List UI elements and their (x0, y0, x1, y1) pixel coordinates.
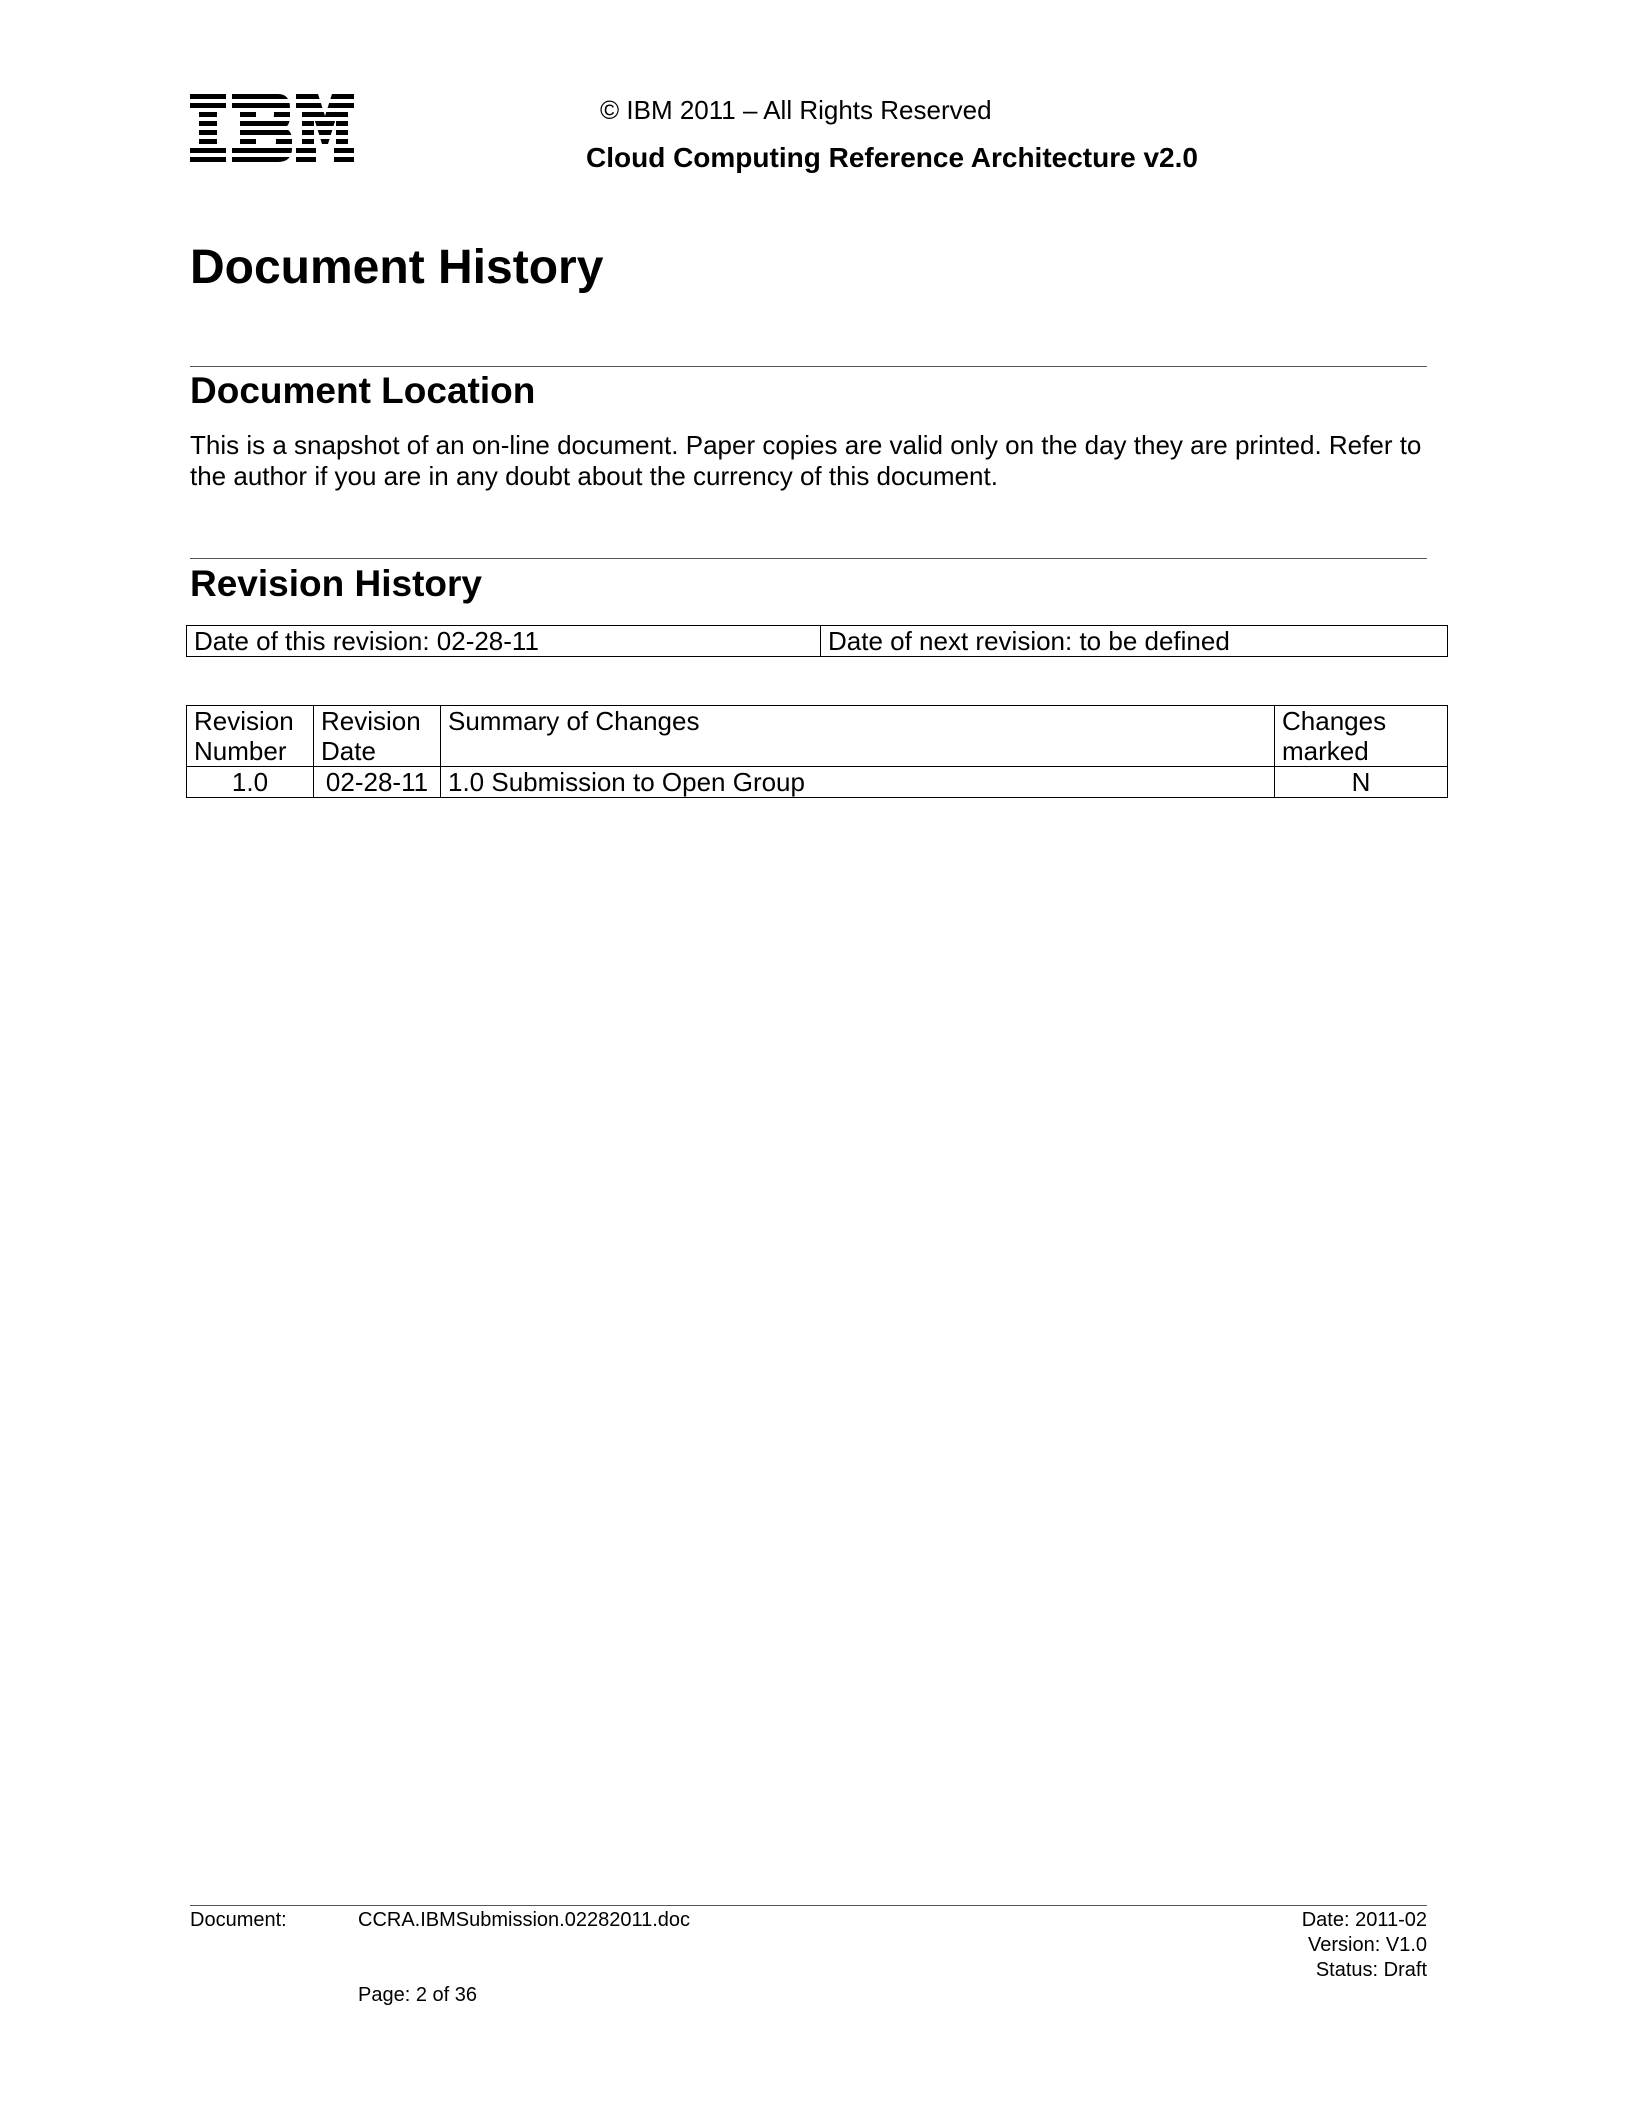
column-header-summary: Summary of Changes (441, 706, 1275, 767)
section-divider (190, 558, 1427, 559)
changes-marked-cell: N (1275, 767, 1448, 798)
location-paragraph: This is a snapshot of an on-line document. Paper copies are valid only on the day they are printed. Refer to the author if you are in any doubt about the currency of this document. (190, 430, 1422, 491)
section-heading-revision: Revision History (190, 563, 482, 604)
summary-cell: 1.0 Submission to Open Group (441, 767, 1275, 798)
date-next-revision: Date of next revision: to be defined (821, 626, 1448, 657)
footer-version: Version: V1.0 (1308, 1934, 1427, 1956)
footer-divider (190, 1905, 1427, 1906)
footer-document-label: Document: (190, 1909, 287, 1931)
footer-date: Date: 2011-02 (1301, 1909, 1427, 1931)
revision-number-cell: 1.0 (187, 767, 314, 798)
revision-date-cell: 02-28-11 (314, 767, 441, 798)
copyright-notice: © IBM 2011 – All Rights Reserved (600, 95, 992, 125)
column-header-changes-marked: Changes marked (1275, 706, 1448, 767)
section-heading-location: Document Location (190, 370, 536, 411)
section-divider (190, 366, 1427, 367)
revision-dates-table (186, 625, 1448, 657)
column-header-revision-date: Revision Date (314, 706, 441, 767)
ibm-logo (190, 94, 354, 166)
revision-table (186, 705, 1448, 798)
table-row (187, 767, 1448, 798)
footer-page-number: Page: 2 of 36 (358, 1984, 477, 2006)
header-doc-title: Cloud Computing Reference Architecture v2.0 (586, 142, 1198, 173)
date-this-revision: Date of this revision: 02-28-11 (187, 626, 821, 657)
column-header-revision-number: Revision Number (187, 706, 314, 767)
page-title: Document History (190, 241, 604, 294)
footer-status: Status: Draft (1315, 1959, 1427, 1981)
footer-document-name: CCRA.IBMSubmission.02282011.doc (358, 1909, 691, 1931)
table-header-row (187, 706, 1448, 767)
